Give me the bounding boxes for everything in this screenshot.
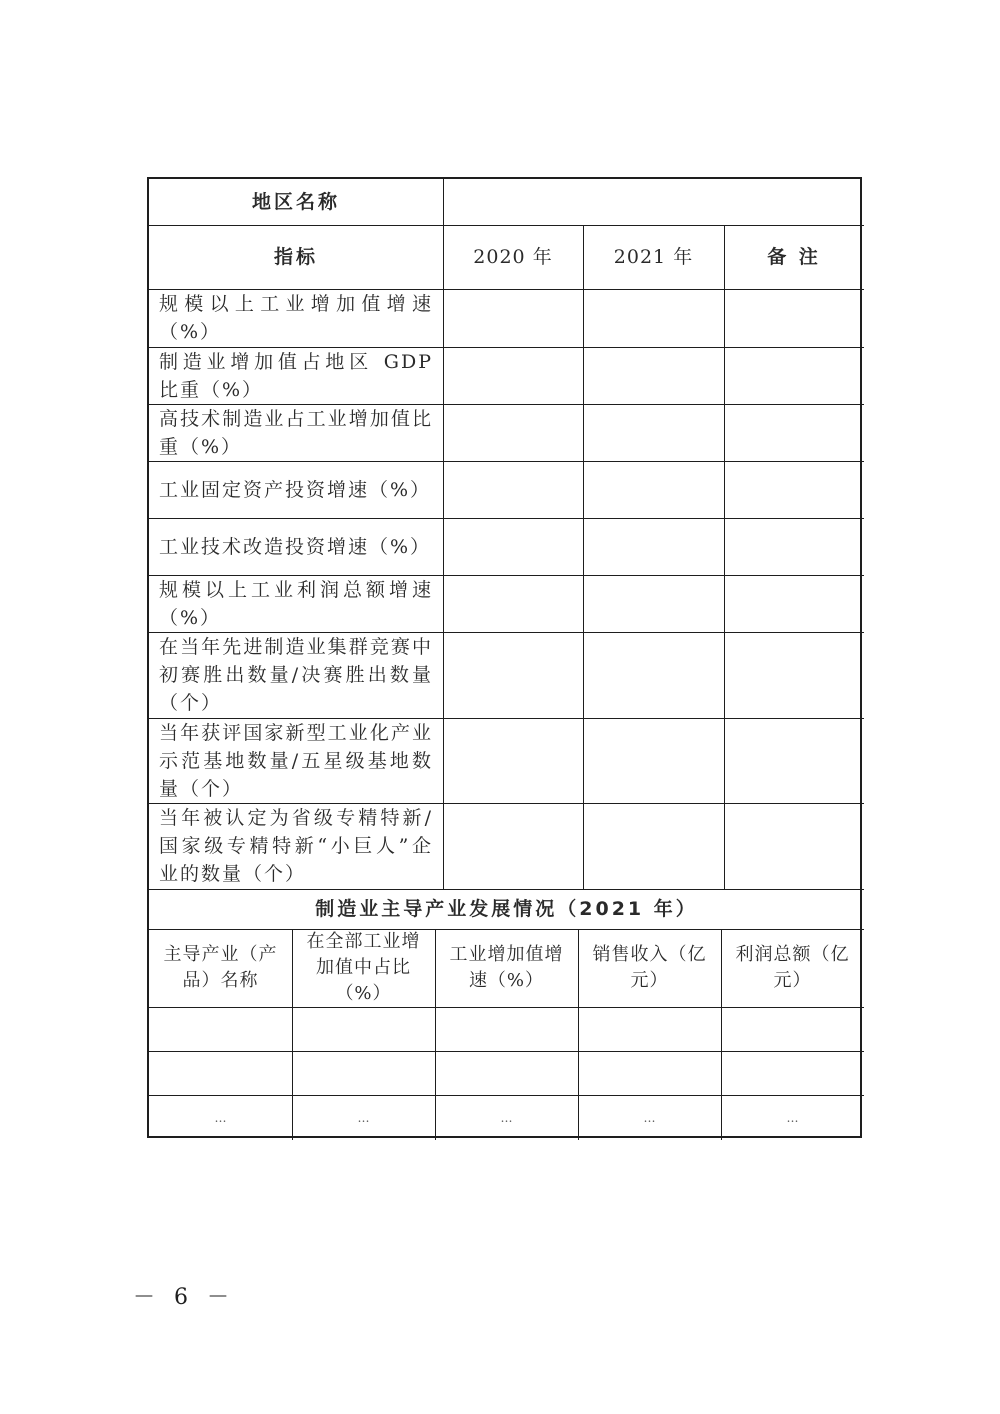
- indicator-remark-cell[interactable]: [724, 518, 864, 575]
- industry-row-cell[interactable]: [435, 1095, 578, 1140]
- indicator-2020-cell[interactable]: [443, 803, 583, 889]
- indicator-header-text: 指标: [273, 246, 318, 268]
- industry-row-cell[interactable]: [578, 1007, 721, 1051]
- industry-row-cell[interactable]: [292, 1095, 435, 1140]
- indicator-label: [149, 803, 443, 889]
- column-rule: [435, 929, 436, 1140]
- industry-column-header: [292, 929, 435, 1007]
- indicator-remark-cell[interactable]: [724, 347, 864, 404]
- indicator-header: [149, 225, 443, 289]
- column-rule: [583, 225, 584, 889]
- indicator-label-text: 工业固定资产投资增速（%）: [159, 478, 432, 501]
- indicator-2021-cell[interactable]: [583, 632, 724, 718]
- industry-column-header-text: 工业增加值增速（%）: [449, 944, 564, 991]
- industry-row-cell[interactable]: [292, 1007, 435, 1051]
- page-number: － 6 －: [133, 1285, 235, 1310]
- indicator-label: [149, 718, 443, 803]
- indicator-label-text: 规模以上工业利润总额增速（%）: [159, 578, 433, 629]
- column-rule: [724, 225, 725, 889]
- region-name-label: [149, 179, 443, 225]
- industry-column-header-text: 主导产业（产品）名称: [163, 944, 278, 991]
- column-rule: [443, 225, 444, 889]
- industry-column-header-text: 销售收入（亿元）: [592, 944, 707, 991]
- industry-row-cell[interactable]: [578, 1051, 721, 1095]
- section-title: [149, 889, 864, 929]
- industry-row-cell-text: …: [786, 1110, 799, 1125]
- industry-row-cell[interactable]: [292, 1051, 435, 1095]
- indicator-2020-cell[interactable]: [443, 518, 583, 575]
- year-2020-header-text: 2020 年: [473, 246, 553, 268]
- indicator-2021-cell[interactable]: [583, 518, 724, 575]
- indicator-label: [149, 347, 443, 404]
- remark-header: [724, 225, 864, 289]
- indicator-label-text: 工业技术改造投资增速（%）: [159, 535, 432, 558]
- industry-column-header: [435, 929, 578, 1007]
- industry-row-cell-text: …: [643, 1110, 656, 1125]
- industry-row-cell-text: …: [500, 1110, 513, 1125]
- indicator-remark-cell[interactable]: [724, 289, 864, 347]
- indicator-2021-cell[interactable]: [583, 461, 724, 518]
- year-2021-header-text: 2021 年: [613, 246, 694, 268]
- section-title-text: 制造业主导产业发展情况（2021 年）: [315, 898, 698, 920]
- indicator-label: [149, 518, 443, 575]
- indicator-2020-cell[interactable]: [443, 718, 583, 803]
- indicator-2021-cell[interactable]: [583, 289, 724, 347]
- industry-row-cell[interactable]: [721, 1051, 864, 1095]
- industry-row-cell[interactable]: [435, 1051, 578, 1095]
- indicator-label-text: 在当年先进制造业集群竞赛中初赛胜出数量/决赛胜出数量（个）: [159, 636, 433, 714]
- industry-row-cell[interactable]: [149, 1095, 292, 1140]
- industry-row-cell-text: …: [357, 1110, 370, 1125]
- region-name-label-text: 地区名称: [251, 191, 340, 213]
- indicator-remark-cell[interactable]: [724, 803, 864, 889]
- indicator-2021-cell[interactable]: [583, 718, 724, 803]
- indicator-label: [149, 289, 443, 347]
- indicator-label: [149, 632, 443, 718]
- indicator-2020-cell[interactable]: [443, 575, 583, 632]
- remark-header-text: 备 注: [767, 246, 821, 268]
- indicator-label-text: 制造业增加值占地区 GDP 比重（%）: [159, 350, 433, 401]
- indicator-2020-cell[interactable]: [443, 347, 583, 404]
- year-2021-header: [583, 225, 724, 289]
- indicator-2020-cell[interactable]: [443, 632, 583, 718]
- industry-row-cell[interactable]: [149, 1051, 292, 1095]
- indicator-2020-cell[interactable]: [443, 461, 583, 518]
- column-rule: [443, 179, 444, 225]
- industry-column-header: [149, 929, 292, 1007]
- indicator-label: [149, 575, 443, 632]
- industry-row-cell-text: …: [214, 1110, 227, 1125]
- indicator-2020-cell[interactable]: [443, 289, 583, 347]
- indicator-label: [149, 461, 443, 518]
- industry-row-cell[interactable]: [721, 1007, 864, 1051]
- year-2020-header: [443, 225, 583, 289]
- column-rule: [292, 929, 293, 1140]
- industry-column-header-text: 在全部工业增加值中占比（%）: [306, 931, 421, 1004]
- region-name-value[interactable]: [443, 179, 864, 225]
- industry-row-cell[interactable]: [721, 1095, 864, 1140]
- indicator-2021-cell[interactable]: [583, 347, 724, 404]
- indicator-2021-cell[interactable]: [583, 803, 724, 889]
- indicator-remark-cell[interactable]: [724, 718, 864, 803]
- indicator-2020-cell[interactable]: [443, 404, 583, 461]
- indicator-label-text: 当年被认定为省级专精特新/国家级专精特新“小巨人”企业的数量（个）: [159, 807, 433, 885]
- indicator-label: [149, 404, 443, 461]
- industry-column-header: [721, 929, 864, 1007]
- indicator-2021-cell[interactable]: [583, 575, 724, 632]
- industry-column-header-text: 利润总额（亿元）: [735, 944, 850, 991]
- indicator-form-table: [147, 177, 862, 1138]
- industry-row-cell[interactable]: [435, 1007, 578, 1051]
- indicator-2021-cell[interactable]: [583, 404, 724, 461]
- industry-row-cell[interactable]: [578, 1095, 721, 1140]
- column-rule: [721, 929, 722, 1140]
- indicator-label-text: 当年获评国家新型工业化产业示范基地数量/五星级基地数量（个）: [159, 721, 433, 800]
- indicator-label-text: 规模以上工业增加值增速（%）: [159, 293, 433, 343]
- indicator-remark-cell[interactable]: [724, 632, 864, 718]
- indicator-remark-cell[interactable]: [724, 404, 864, 461]
- indicator-remark-cell[interactable]: [724, 575, 864, 632]
- industry-column-header: [578, 929, 721, 1007]
- indicator-label-text: 高技术制造业占工业增加值比重（%）: [159, 407, 433, 458]
- indicator-remark-cell[interactable]: [724, 461, 864, 518]
- industry-row-cell[interactable]: [149, 1007, 292, 1051]
- column-rule: [578, 929, 579, 1140]
